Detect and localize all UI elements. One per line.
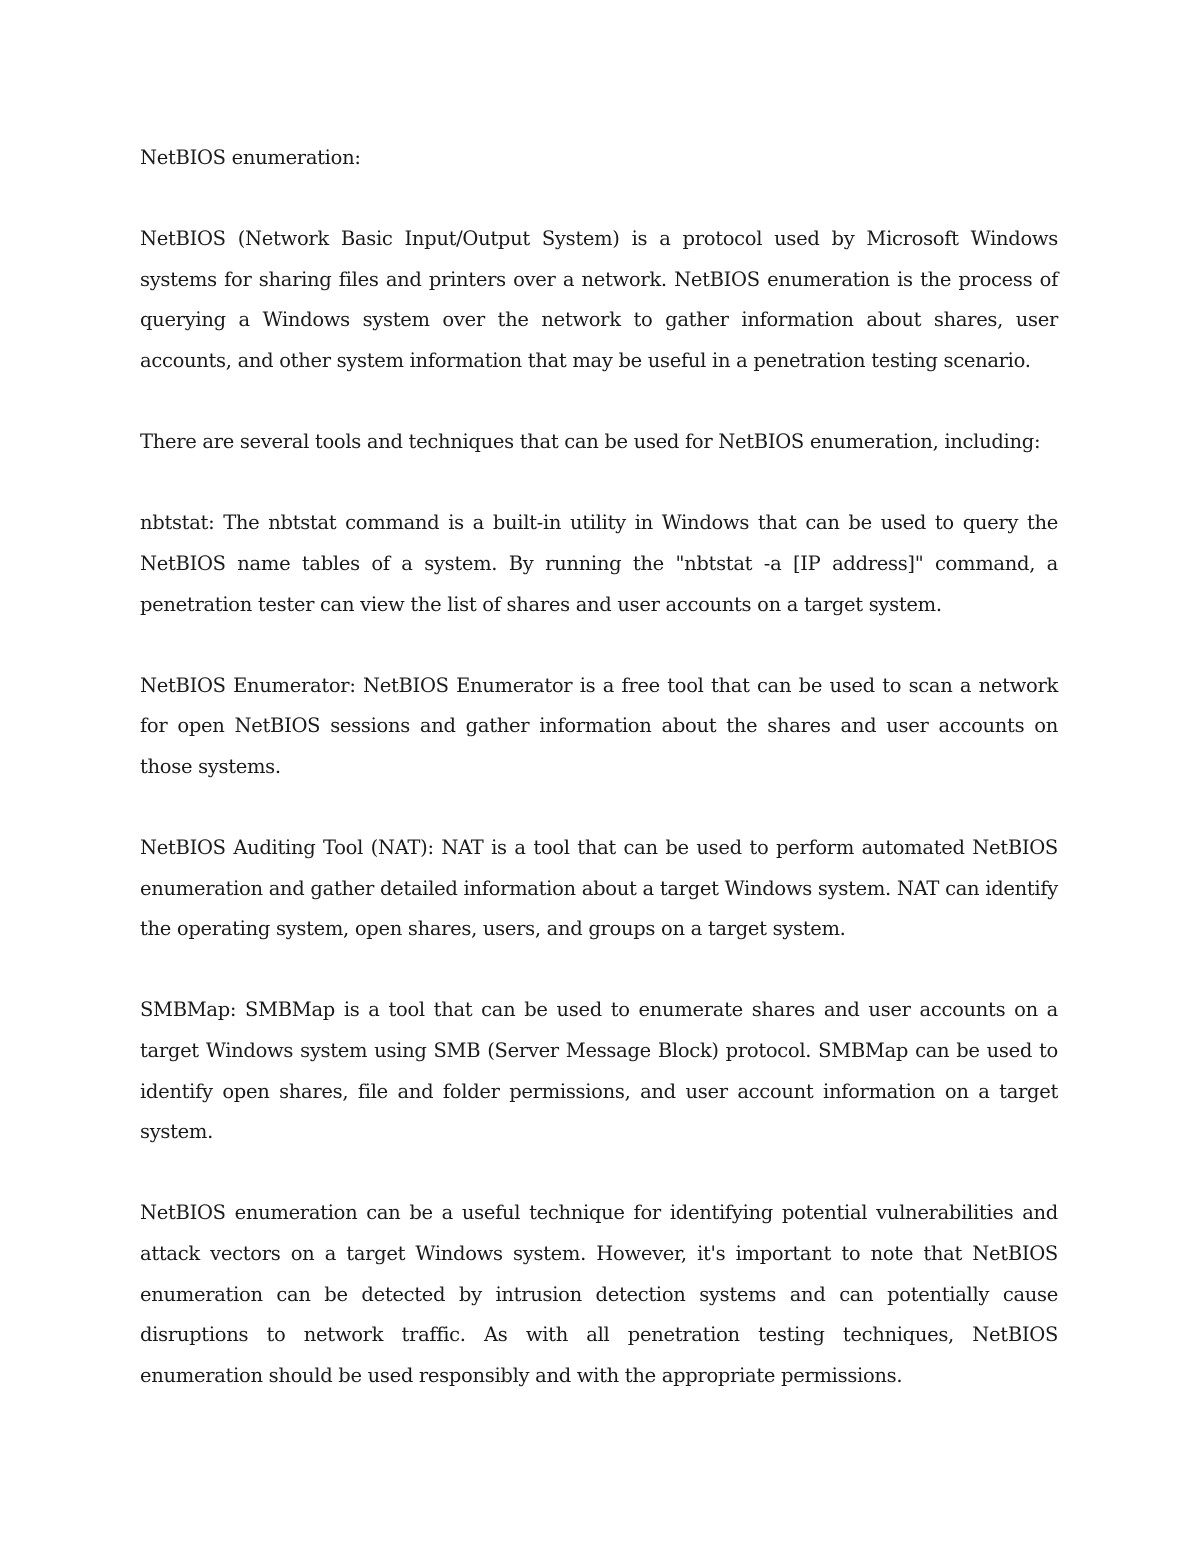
paragraph-tools-intro: There are several tools and techniques that can be used for NetBIOS enumeration, including: bbox=[140, 430, 1041, 454]
paragraph-nat: NetBIOS Auditing Tool (NAT): NAT is a tool that can be used to perform automated NetBIOS enumeration and gather detailed information about a target Windows system. NAT can identify the operating system, open shares, users, and groups on a target system. bbox=[140, 836, 1058, 941]
document-heading: NetBIOS enumeration: bbox=[140, 146, 361, 169]
paragraph-smbmap: SMBMap: SMBMap is a tool that can be used to enumerate shares and user accounts on a target Windows system using SMB (Server Message Block) protocol. SMBMap can be used to identify open shares, file and folder permissions, and user account information on a target system. bbox=[140, 998, 1058, 1144]
paragraph-conclusion: NetBIOS enumeration can be a useful technique for identifying potential vulnerabilities and attack vectors on a target Windows system. However, it's important to note that NetBIOS enumeration can be detected by intrusion detection systems and can potentially cause disruptions to network traffic. As with all penetration testing techniques, NetBIOS enumeration should be used responsibly and with the appropriate permissions. bbox=[140, 1201, 1058, 1387]
paragraph-nbtstat: nbtstat: The nbtstat command is a built-in utility in Windows that can be used to query the NetBIOS name tables of a system. By running the "nbtstat -a [IP address]" command, a penetration tester can view the list of shares and user accounts on a target system. bbox=[140, 511, 1058, 616]
document-body bbox=[140, 138, 1058, 1396]
paragraph-netbios-enumerator: NetBIOS Enumerator: NetBIOS Enumerator is a free tool that can be used to scan a network for open NetBIOS sessions and gather information about the shares and user accounts on those systems. bbox=[140, 673, 1058, 778]
paragraph-netbios-intro: NetBIOS (Network Basic Input/Output System) is a protocol used by Microsoft Windows systems for sharing files and printers over a network. NetBIOS enumeration is the process of querying a Windows system over the network to gather information about shares, user accounts, and other system information that may be useful in a penetration testing scenario. bbox=[140, 227, 1058, 372]
